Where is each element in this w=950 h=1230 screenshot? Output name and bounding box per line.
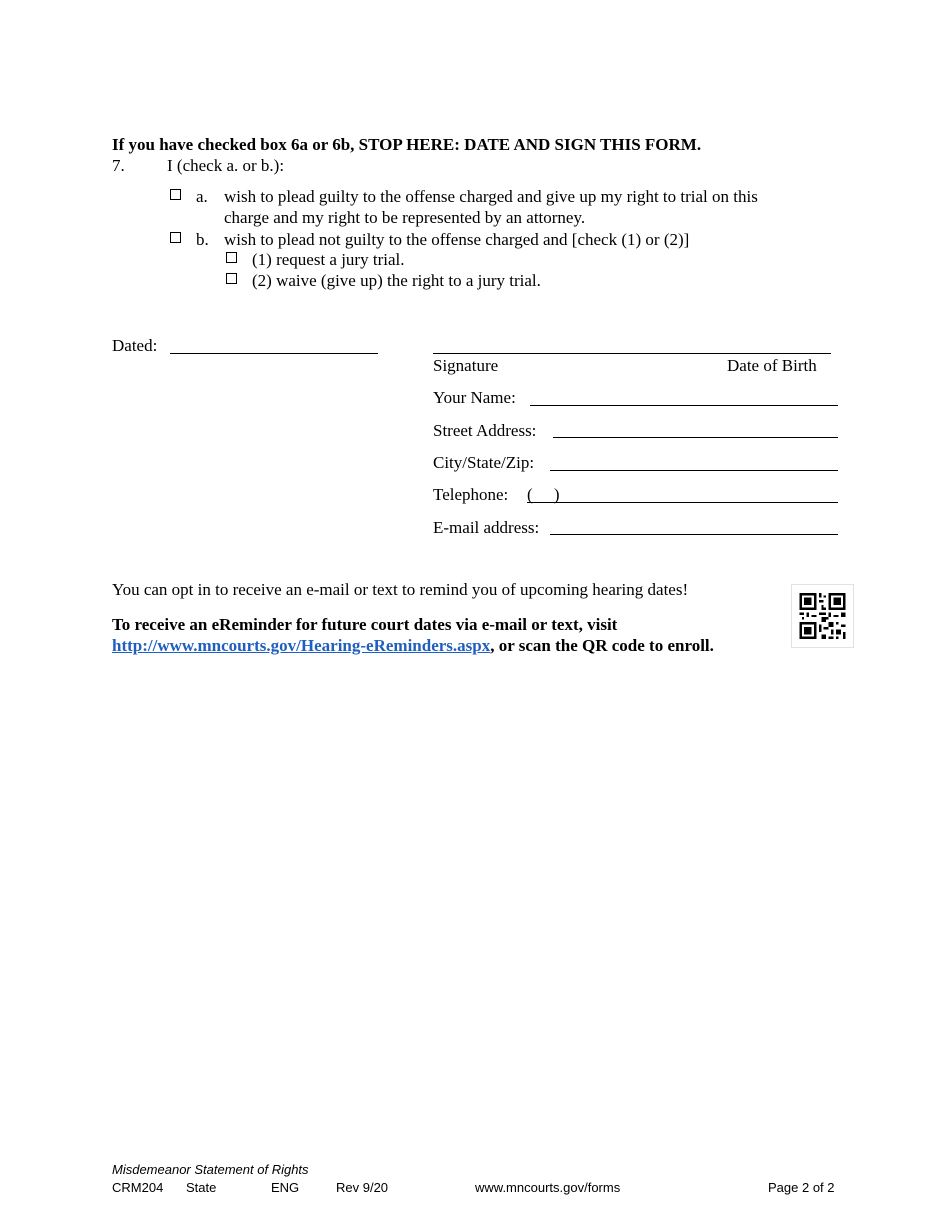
jury-trial-request-label: (1) request a jury trial. bbox=[252, 250, 405, 269]
footer-language: ENG bbox=[271, 1180, 300, 1195]
date-of-birth-label: Date of Birth bbox=[727, 356, 817, 375]
item-prompt: I (check a. or b.): bbox=[167, 156, 285, 175]
footer-page-number: Page 2 of 2 bbox=[768, 1180, 835, 1195]
option-a-text-line2: charge and my right to be represented by an attorney. bbox=[224, 208, 586, 227]
option-b-checkbox[interactable] bbox=[170, 232, 181, 243]
signature-input-line[interactable] bbox=[433, 353, 831, 354]
footer-revision: Rev 9/20 bbox=[336, 1180, 389, 1195]
qr-code-icon[interactable] bbox=[791, 584, 854, 648]
street-address-input-line[interactable] bbox=[553, 437, 838, 438]
option-a-text-line1: wish to plead guilty to the offense charged and give up my right to trial on this bbox=[224, 187, 758, 206]
email-input-line[interactable] bbox=[550, 534, 838, 535]
footer-form-code: CRM204 bbox=[112, 1180, 164, 1195]
city-state-zip-label: City/State/Zip: bbox=[433, 453, 535, 472]
dated-input-line[interactable] bbox=[170, 353, 378, 354]
option-b-letter: b. bbox=[196, 230, 209, 249]
jury-trial-request-checkbox[interactable] bbox=[226, 252, 237, 263]
stop-heading: If you have checked box 6a or 6b, STOP HERE: DATE AND SIGN THIS FORM. bbox=[112, 135, 702, 154]
footer-form-title: Misdemeanor Statement of Rights bbox=[112, 1162, 309, 1177]
street-address-label: Street Address: bbox=[433, 421, 537, 440]
option-a-checkbox[interactable] bbox=[170, 189, 181, 200]
telephone-input-line[interactable] bbox=[527, 502, 838, 503]
telephone-area-code-parens: ( ) bbox=[527, 485, 560, 504]
ereminder-tail-text: , or scan the QR code to enroll. bbox=[490, 636, 714, 655]
dated-label: Dated: bbox=[112, 336, 158, 355]
signature-label: Signature bbox=[433, 356, 499, 375]
your-name-label: Your Name: bbox=[433, 388, 516, 407]
option-a-letter: a. bbox=[196, 187, 208, 206]
email-label: E-mail address: bbox=[433, 518, 540, 537]
jury-trial-waive-checkbox[interactable] bbox=[226, 273, 237, 284]
jury-trial-waive-label: (2) waive (give up) the right to a jury trial. bbox=[252, 271, 541, 290]
option-b-text: wish to plead not guilty to the offense charged and [check (1) or (2)] bbox=[224, 230, 690, 249]
city-state-zip-input-line[interactable] bbox=[550, 470, 838, 471]
ereminder-link[interactable]: http://www.mncourts.gov/Hearing-eReminders.aspx bbox=[112, 636, 491, 655]
footer-jurisdiction: State bbox=[186, 1180, 217, 1195]
optin-text: You can opt in to receive an e-mail or text to remind you of upcoming hearing dates! bbox=[112, 580, 689, 599]
item-number: 7. bbox=[112, 156, 125, 175]
telephone-label: Telephone: bbox=[433, 485, 509, 504]
ereminder-instructions-line1: To receive an eReminder for future court dates via e-mail or text, visit bbox=[112, 615, 618, 634]
ereminder-instructions-line2 bbox=[112, 635, 714, 656]
footer-website: www.mncourts.gov/forms bbox=[475, 1180, 621, 1195]
your-name-input-line[interactable] bbox=[530, 405, 838, 406]
